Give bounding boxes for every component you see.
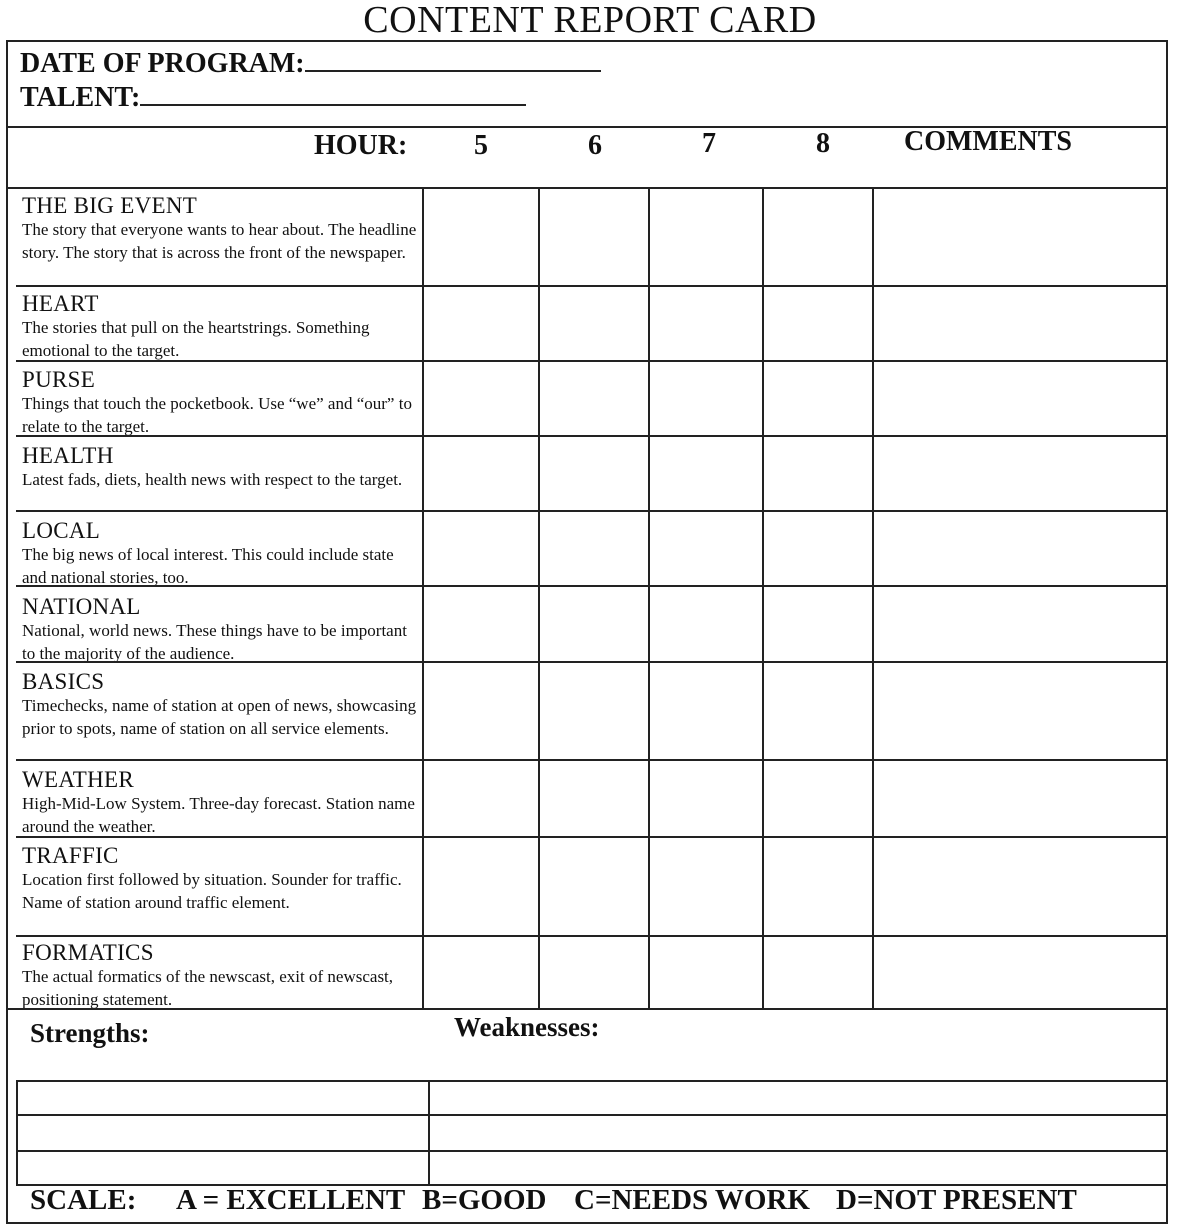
category-row — [22, 670, 420, 740]
category-row — [22, 768, 420, 838]
grid-line — [648, 187, 650, 1009]
talent-blank[interactable] — [140, 82, 526, 106]
date-of-program-blank[interactable] — [305, 48, 601, 72]
category-description: Location first followed by situation. Sounder for traffic. Name of station around traffic element. — [22, 870, 402, 912]
category-description: Things that touch the pocketbook. Use “we” and “our” to relate to the target. — [22, 394, 412, 436]
category-title: HEALTH — [22, 443, 114, 468]
page-title: CONTENT REPORT CARD — [363, 0, 817, 41]
category-description: The big news of local interest. This could include state and national stories, too. — [22, 545, 394, 587]
category-title: BASICS — [22, 669, 105, 694]
notes-line[interactable] — [16, 1114, 1166, 1116]
category-description: Timechecks, name of station at open of news, showcasing prior to spots, name of station on all service elements. — [22, 696, 417, 738]
hour-7-header: 7 — [702, 128, 716, 159]
column-header-divider — [8, 187, 1166, 189]
hour-5-header: 5 — [474, 130, 488, 161]
grid-line — [538, 187, 540, 1009]
category-description: Latest fads, diets, health news with respect to the target. — [22, 470, 403, 489]
hour-6-header: 6 — [588, 130, 602, 161]
category-title: THE BIG EVENT — [22, 193, 198, 218]
talent-label: TALENT: — [20, 82, 141, 113]
comments-header: COMMENTS — [904, 126, 1072, 157]
category-row — [22, 444, 420, 491]
talent-field[interactable] — [20, 82, 526, 114]
grid-line — [872, 187, 874, 1009]
category-title: TRAFFIC — [22, 843, 119, 868]
row-divider — [16, 510, 1166, 512]
category-description: The story that everyone wants to hear about. The headline story. The story that is across the front of the newspaper. — [22, 220, 417, 262]
grid-line — [422, 187, 424, 1009]
category-title: PURSE — [22, 367, 96, 392]
category-title: WEATHER — [22, 767, 134, 792]
row-divider — [16, 285, 1166, 287]
category-title: HEART — [22, 291, 99, 316]
table-bottom-divider — [8, 1008, 1166, 1010]
row-divider — [16, 661, 1166, 663]
scale-b: B=GOOD — [422, 1184, 547, 1216]
row-divider — [16, 585, 1166, 587]
row-divider — [16, 836, 1166, 838]
category-row — [22, 519, 420, 589]
category-description: National, world news. These things have to be important to the majority of the audience. — [22, 621, 407, 663]
scale-label: SCALE: — [30, 1184, 137, 1216]
category-row — [22, 194, 420, 264]
category-row — [22, 844, 420, 914]
report-card-form — [6, 40, 1168, 1224]
strengths-label: Strengths: — [30, 1018, 150, 1048]
row-divider — [16, 435, 1166, 437]
notes-divider — [428, 1080, 430, 1184]
date-of-program-label: DATE OF PROGRAM: — [20, 48, 305, 79]
row-divider — [16, 360, 1166, 362]
row-divider — [16, 935, 1166, 937]
hour-8-header: 8 — [816, 128, 830, 159]
category-row — [22, 595, 420, 665]
category-title: LOCAL — [22, 518, 101, 543]
weaknesses-label: Weaknesses: — [454, 1012, 600, 1042]
scale-c: C=NEEDS WORK — [574, 1184, 810, 1216]
category-description: High-Mid-Low System. Three-day forecast. Station name around the weather. — [22, 794, 415, 836]
grid-line — [762, 187, 764, 1009]
notes-line[interactable] — [16, 1150, 1166, 1152]
category-title: NATIONAL — [22, 594, 141, 619]
category-row — [22, 292, 420, 362]
notes-line[interactable] — [16, 1080, 1166, 1082]
date-of-program-field[interactable] — [20, 48, 601, 80]
scale-a: A = EXCELLENT — [176, 1184, 406, 1216]
category-description: The stories that pull on the heartstrings. Something emotional to the target. — [22, 318, 370, 360]
hour-label: HOUR: — [314, 130, 408, 161]
category-row — [22, 941, 420, 1011]
category-description: The actual formatics of the newscast, exit of newscast, positioning statement. — [22, 967, 394, 1009]
notes-border — [16, 1080, 18, 1184]
scale-d: D=NOT PRESENT — [836, 1184, 1077, 1216]
category-row — [22, 368, 420, 438]
category-title: FORMATICS — [22, 940, 154, 965]
row-divider — [16, 759, 1166, 761]
